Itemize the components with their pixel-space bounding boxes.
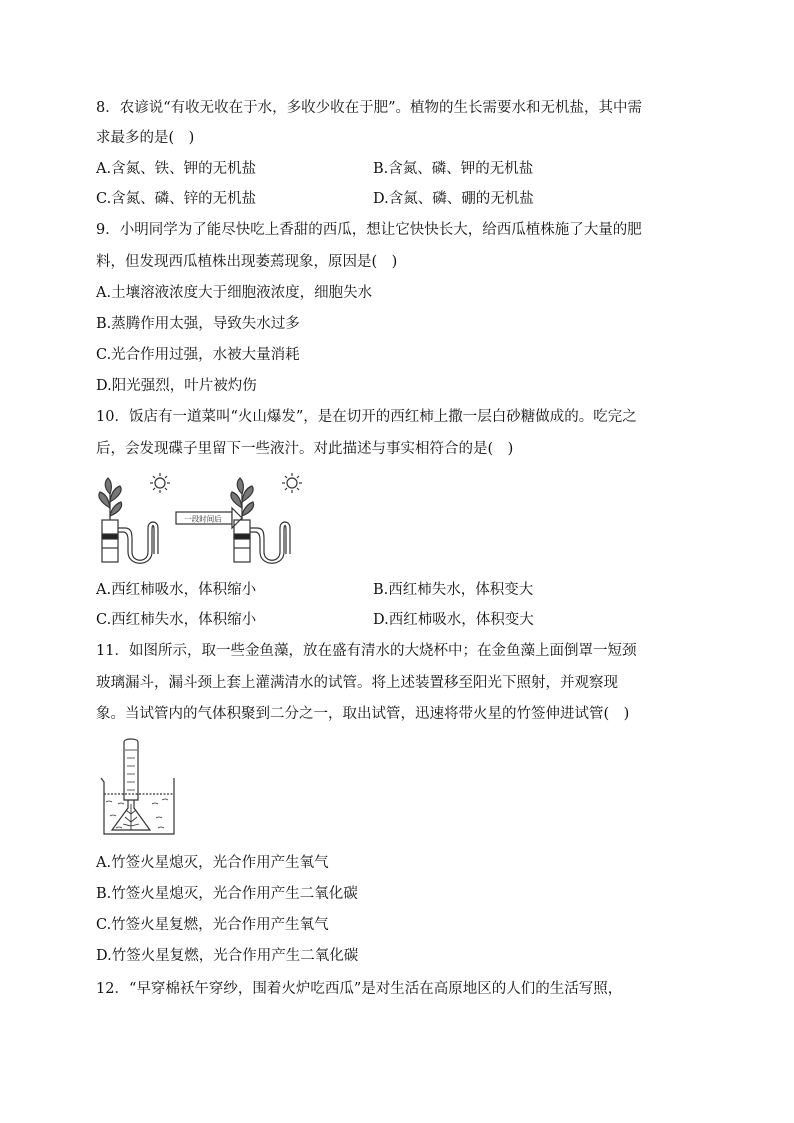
- waterweed-beaker-figure: [98, 738, 182, 838]
- sun-icon-right: [282, 473, 302, 493]
- q10-option-b: B.西红柿失水，体积变大: [373, 582, 534, 598]
- q11-stem-line-2: 玻璃漏斗，漏斗颈上套上灌满清水的试管。将上述装置移至阳光下照射，并观察现: [96, 675, 618, 691]
- q11-option-b: B.竹签火星熄灭，光合作用产生二氧化碳: [96, 886, 358, 902]
- q10-option-c: C.西红柿失水，体积缩小: [96, 612, 257, 628]
- q11-stem-line-1: 11．如图所示，取一些金鱼藻，放在盛有清水的大烧杯中；在金鱼藻上面倒罩一短颈: [96, 643, 637, 659]
- q8-option-d: D.含氮、磷、硼的无机盐: [373, 191, 534, 207]
- q9-option-c: C.光合作用过强，水被大量消耗: [96, 347, 300, 363]
- q11-option-d: D.竹签火星复燃，光合作用产生二氧化碳: [96, 948, 359, 964]
- osmosis-figure: [92, 468, 322, 568]
- q8-stem-line-1: 8．农谚说“有收无收在于水，多收少收在于肥”。植物的生长需要水和无机盐，其中需: [96, 100, 643, 116]
- q12-stem-line-1: 12．“早穿棉袄午穿纱，围着火炉吃西瓜”是对生活在高原地区的人们的生活写照，: [96, 981, 623, 997]
- q10-option-a: A.西红柿吸水，体积缩小: [96, 582, 257, 598]
- u-tube-left: [102, 520, 158, 563]
- u-tube-right: [234, 520, 290, 563]
- q11-stem-line-3: 象。当试管内的气体积聚到二分之一，取出试管，迅速将带火星的竹签伸进试管( ): [96, 706, 630, 722]
- waterweed-icon: [123, 804, 139, 830]
- q9-stem-line-2: 料，但发现西瓜植株出现萎蔫现象，原因是( ): [96, 254, 398, 270]
- q10-option-d: D.西红柿吸水，体积变大: [373, 612, 534, 628]
- q9-option-a: A.土壤溶液浓度大于细胞液浓度，细胞失水: [96, 285, 373, 301]
- q8-option-c: C.含氮、磷、锌的无机盐: [96, 191, 257, 207]
- sun-icon-left: [150, 473, 170, 493]
- plant-icon-left: [99, 478, 122, 520]
- q11-option-a: A.竹签火星熄灭，光合作用产生氧气: [96, 855, 329, 871]
- q8-option-b: B.含氮、磷、钾的无机盐: [373, 161, 534, 177]
- arrow-label: 一段时间后: [184, 514, 222, 524]
- q9-option-b: B.蒸腾作用太强，导致失水过多: [96, 316, 300, 332]
- q10-stem-line-2: 后，会发现碟子里留下一些液汁。对此描述与事实相符合的是( ): [96, 441, 514, 457]
- q9-option-d: D.阳光强烈，叶片被灼伤: [96, 378, 257, 394]
- q8-option-a: A.含氮、铁、钾的无机盐: [96, 161, 257, 177]
- q10-stem-line-1: 10．饭店有一道菜叫“火山爆发”，是在切开的西红柿上撒一层白砂糖做成的。吃完之: [96, 409, 637, 425]
- q9-stem-line-1: 9．小明同学为了能尽快吃上香甜的西瓜，想让它快快长大，给西瓜植株施了大量的肥: [96, 222, 642, 238]
- q11-option-c: C.竹签火星复燃，光合作用产生氧气: [96, 917, 329, 933]
- test-tube-icon: [124, 739, 138, 800]
- q8-stem-line-2: 求最多的是( ): [96, 130, 195, 146]
